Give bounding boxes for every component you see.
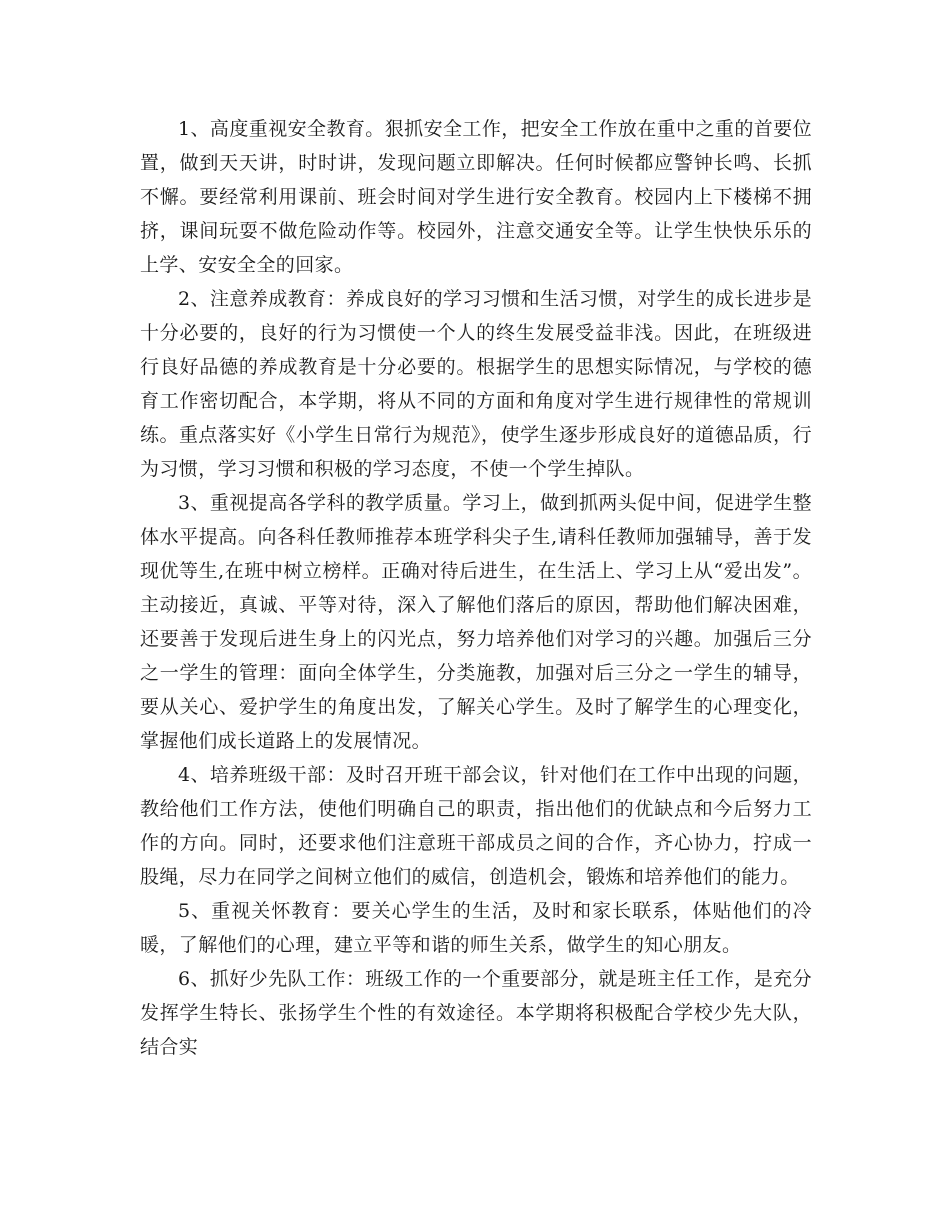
document-page bbox=[140, 112, 812, 1064]
paragraph-habit-education: 2、注意养成教育：养成良好的学习习惯和生活习惯，对学生的成长进步是十分必要的，良好的行为习惯使一个人的终生发展受益非浅。因此，在班级进行良好品德的养成教育是十分必要的。根据学生的思想实际情况，与学校的德育工作密切配合，本学期，将从不同的方面和角度对学生进行规律性的常规训练。重点落实好《小学生日常行为规范》，使学生逐步形成良好的道德品质，行为习惯，学习习惯和积极的学习态度，不使一个学生掉队。 bbox=[140, 288, 812, 480]
paragraph-teaching-quality: 3、重视提高各学科的教学质量。学习上，做到抓两头促中间，促进学生整体水平提高。向各科任教师推荐本班学科尖子生,请科任教师加强辅导，善于发现优等生,在班中树立榜样。正确对待后进生，在生活上、学习上从“爱出发”。主动接近，真诚、平等对待，深入了解他们落后的原因，帮助他们解决困难，还要善于发现后进生身上的闪光点，努力培养他们对学习的兴趣。加强后三分之一学生的管理：面向全体学生，分类施教，加强对后三分之一学生的辅导，要从关心、爱护学生的角度出发，了解关心学生。及时了解学生的心理变化，掌握他们成长道路上的发展情况。 bbox=[140, 492, 812, 752]
paragraph-class-cadres: 4、培养班级干部：及时召开班干部会议，针对他们在工作中出现的问题，教给他们工作方法，使他们明确自己的职责，指出他们的优缺点和今后努力工作的方向。同时，还要求他们注意班干部成员之间的合作，齐心协力，拧成一股绳，尽力在同学之间树立他们的威信，创造机会，锻炼和培养他们的能力。 bbox=[140, 764, 812, 888]
paragraph-young-pioneers: 6、抓好少先队工作：班级工作的一个重要部分，就是班主任工作，是充分发挥学生特长、张扬学生个性的有效途径。本学期将积极配合学校少先大队，结合实 bbox=[140, 968, 812, 1058]
paragraph-safety-education: 1、高度重视安全教育。狠抓安全工作，把安全工作放在重中之重的首要位置，做到天天讲，时时讲，发现问题立即解决。任何时候都应警钟长鸣、长抓不懈。要经常利用课前、班会时间对学生进行安全教育。校园内上下楼梯不拥挤，课间玩耍不做危险动作等。校园外，注意交通安全等。让学生快快乐乐的上学、安安全全的回家。 bbox=[140, 118, 812, 276]
paragraph-care-education: 5、重视关怀教育：要关心学生的生活，及时和家长联系，体贴他们的冷暖，了解他们的心理，建立平等和谐的师生关系，做学生的知心朋友。 bbox=[140, 900, 812, 956]
